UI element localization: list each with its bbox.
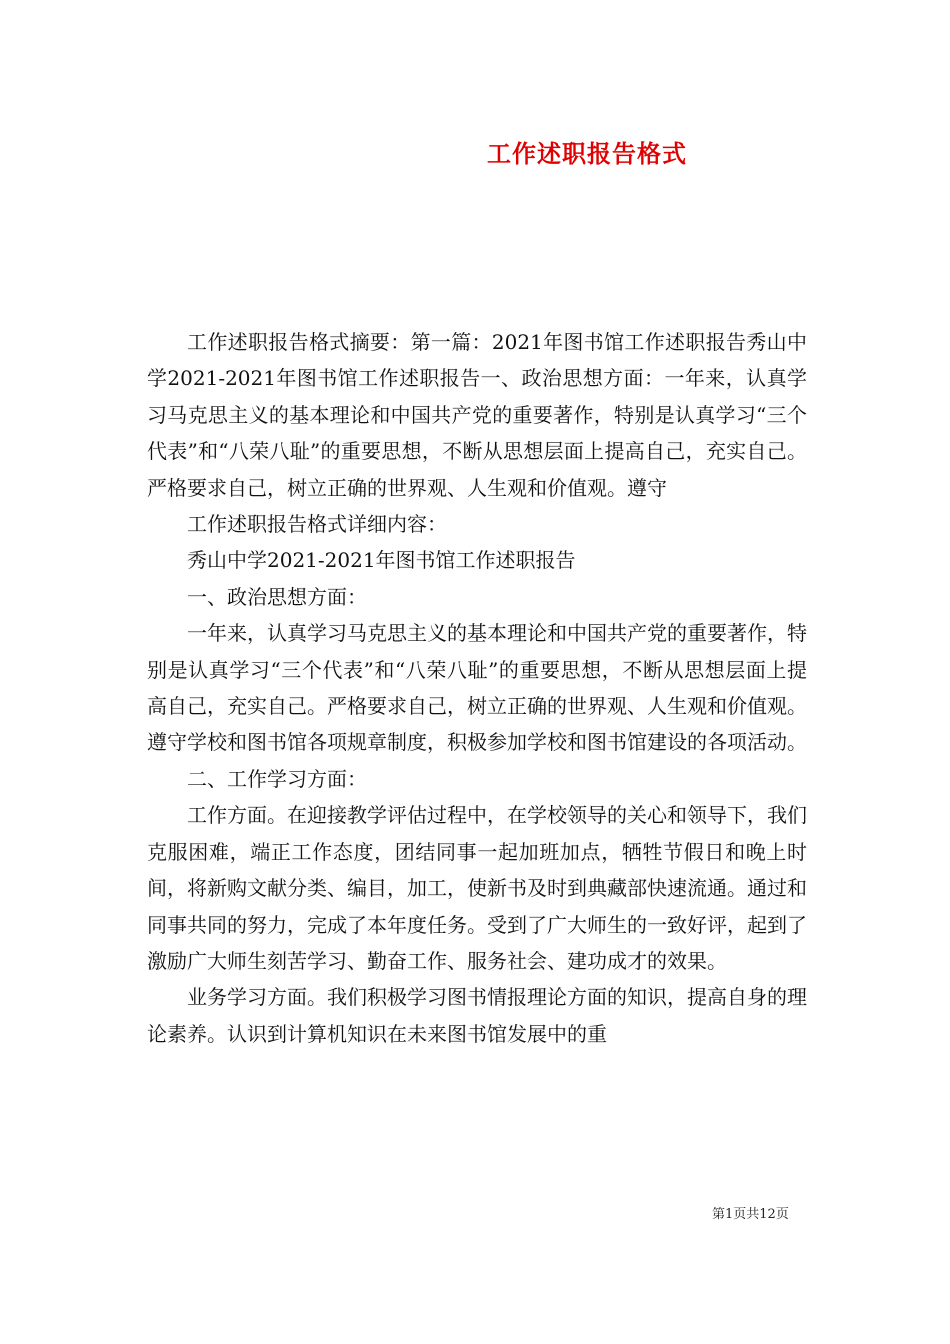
document-body xyxy=(147,324,807,1052)
summary-paragraph: 工作述职报告格式摘要：第一篇：2021年图书馆工作述职报告秀山中学2021-2021年图书馆工作述职报告一、政治思想方面：一年来，认真学习马克思主义的基本理论和中国共产党的重要著作，特别是认真学习“三个代表”和“八荣八耻”的重要思想，不断从思想层面上提高自己，充实自己。严格要求自己，树立正确的世界观、人生观和价值观。遵守 xyxy=(147,330,807,500)
details-heading: 工作述职报告格式详细内容： xyxy=(187,512,447,537)
study-paragraph: 业务学习方面。我们积极学习图书情报理论方面的知识，提高自身的理论素养。认识到计算机知识在未来图书馆发展中的重 xyxy=(147,985,807,1046)
work-paragraph: 工作方面。在迎接教学评估过程中，在学校领导的关心和领导下，我们克服困难，端正工作态度，团结同事一起加班加点，牺牲节假日和晚上时间，将新购文献分类、编目，加工，使新书及时到典藏部快速流通。通过和同事共同的努力，完成了本年度任务。受到了广大师生的一致好评，起到了激励广大师生刻苦学习、勤奋工作、服务社会、建功成才的效果。 xyxy=(147,803,807,973)
document-title: 工作述职报告格式 xyxy=(487,139,687,168)
political-paragraph: 一年来，认真学习马克思主义的基本理论和中国共产党的重要著作，特别是认真学习“三个代表”和“八荣八耻”的重要思想，不断从思想层面上提高自己，充实自己。严格要求自己，树立正确的世界观、人生观和价值观。遵守学校和图书馆各项规章制度，积极参加学校和图书馆建设的各项活动。 xyxy=(147,621,807,755)
report-heading: 秀山中学2021-2021年图书馆工作述职报告 xyxy=(187,548,576,573)
section-heading-work-study: 二、工作学习方面： xyxy=(187,766,367,791)
page-number: 第1页共12页 xyxy=(712,1207,789,1222)
section-heading-political: 一、政治思想方面： xyxy=(187,584,367,609)
